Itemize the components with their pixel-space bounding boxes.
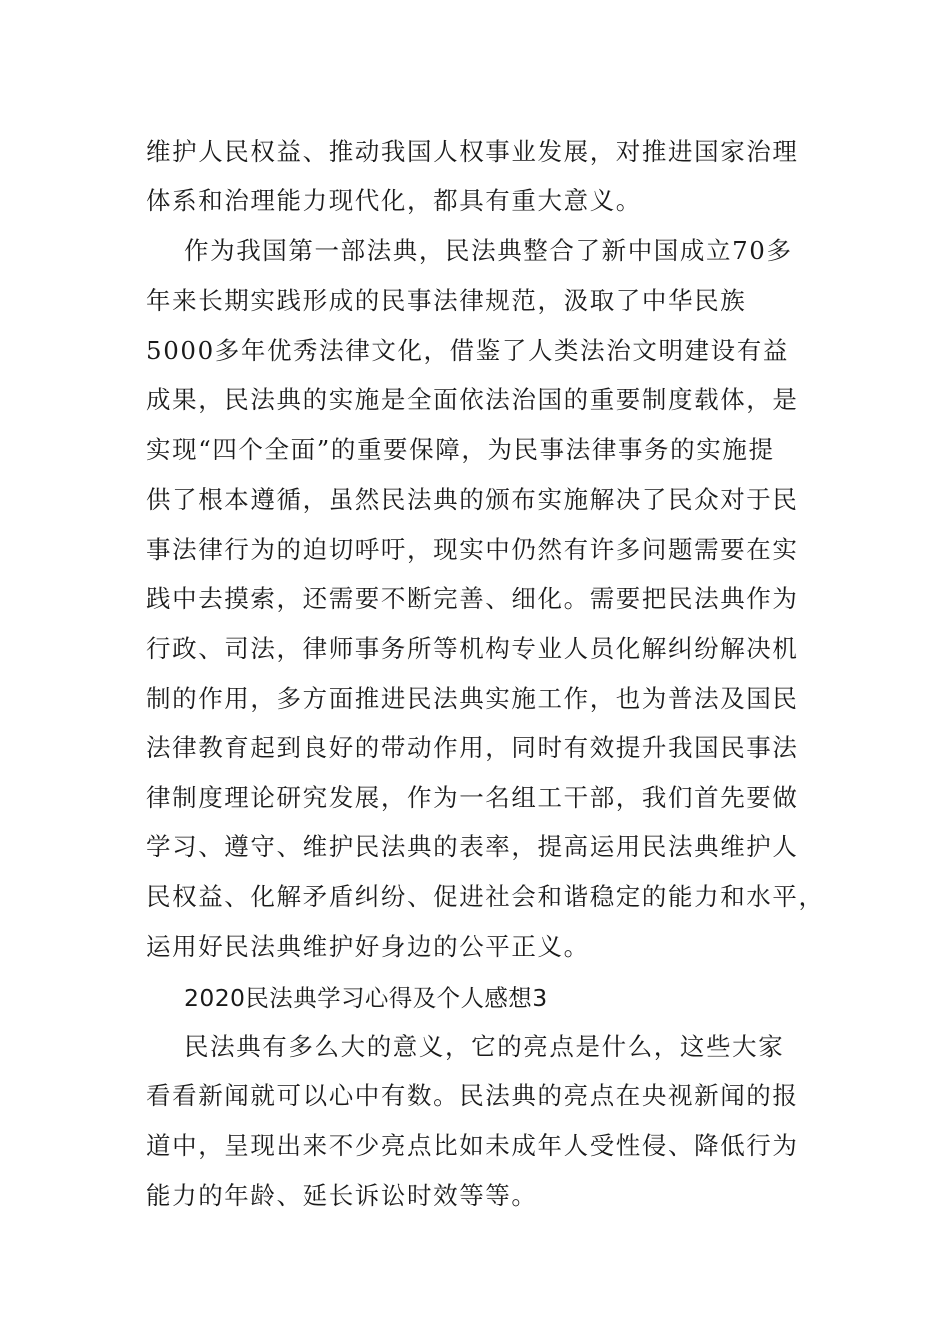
paragraph-line: 运用好民法典维护好身边的公平正义。 [146,932,590,961]
paragraph-line: 维护人民权益、推动我国人权事业发展，对推进国家治理 [146,137,799,166]
paragraph-line: 行政、司法，律师事务所等机构专业人员化解纠纷解决机 [146,634,799,663]
paragraph-line: 作为我国第一部法典，民法典整合了新中国成立70多 [184,236,793,265]
paragraph-line: 践中去摸索，还需要不断完善、细化。需要把民法典作为 [146,584,799,613]
paragraph-line: 年来长期实践形成的民事法律规范，汲取了中华民族 [146,286,747,315]
paragraph-line: 制的作用，多方面推进民法典实施工作，也为普法及国民 [146,684,799,713]
paragraph-line: 道中，呈现出来不少亮点比如未成年人受性侵、降低行为 [146,1131,799,1160]
paragraph-line: 事法律行为的迫切呼吁，现实中仍然有许多问题需要在实 [146,535,799,564]
paragraph-line: 民权益、化解矛盾纠纷、促进社会和谐稳定的能力和水平， [146,882,825,911]
paragraph-line: 学习、遵守、维护民法典的表率，提高运用民法典维护人 [146,832,799,861]
paragraph-line: 实现“四个全面”的重要保障，为民事法律事务的实施提 [146,435,775,464]
paragraph-line: 5000多年优秀法律文化，借鉴了人类法治文明建设有益 [146,336,789,365]
paragraph-line: 律制度理论研究发展，作为一名组工干部，我们首先要做 [146,783,799,812]
paragraph-line: 法律教育起到良好的带动作用，同时有效提升我国民事法 [146,733,799,762]
section-heading: 2020民法典学习心得及个人感想3 [184,984,548,1012]
paragraph-line: 能力的年龄、延长诉讼时效等等。 [146,1181,538,1210]
paragraph-line: 成果，民法典的实施是全面依法治国的重要制度载体，是 [146,385,799,414]
paragraph-line: 看看新闻就可以心中有数。民法典的亮点在央视新闻的报 [146,1081,799,1110]
paragraph-line: 民法典有多么大的意义，它的亮点是什么，这些大家 [184,1032,785,1061]
paragraph-line: 体系和治理能力现代化，都具有重大意义。 [146,186,642,215]
paragraph-line: 供了根本遵循，虽然民法典的颁布实施解决了民众对于民 [146,485,799,514]
